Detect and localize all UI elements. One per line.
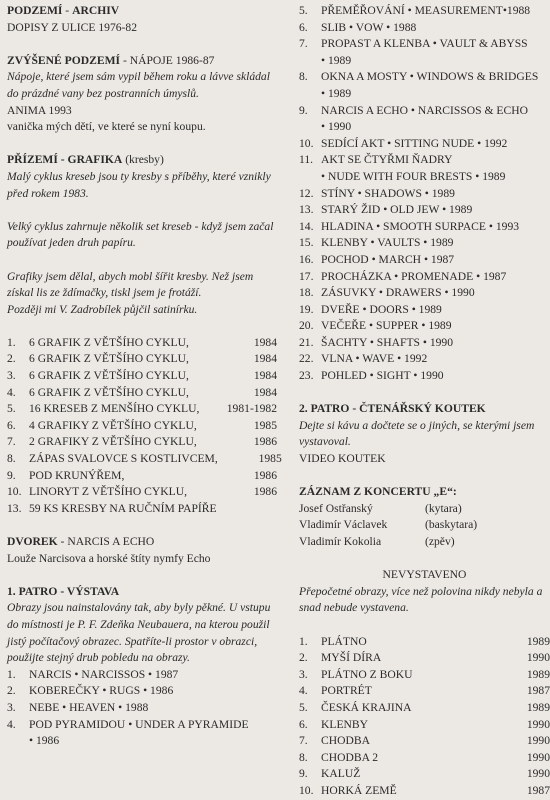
item-title: HLADINA • SMOOTH SURPACE • 1993 — [321, 219, 520, 233]
item-number: 3. — [7, 369, 16, 383]
zvysene-title2: NÁPOJE 1986-87 — [129, 53, 215, 67]
list-item — [299, 667, 550, 684]
item-number: 2. — [7, 684, 16, 698]
obrazy-list — [299, 634, 550, 800]
item-year: 1990 — [526, 767, 550, 781]
prizemi-heading — [7, 152, 277, 169]
item-title: KOBEREČKY • RUGS • 1986 — [29, 684, 174, 698]
grafiky-list — [7, 335, 282, 518]
item-title: VEČEŘE • SUPPER • 1989 — [321, 319, 452, 333]
list-item — [299, 368, 550, 385]
dvorek-heading — [7, 534, 277, 551]
item-year: 1989 — [526, 634, 550, 648]
prizemi-desc-1: Malý cyklus kreseb jsou ty kresby s příběhy, které vznikly před rokem 1983. — [7, 169, 271, 200]
item-number: 10. — [299, 136, 314, 150]
item-title: KALUŽ — [321, 767, 361, 781]
item-number: 1. — [299, 634, 308, 648]
list-item — [299, 318, 550, 335]
item-year: 1985 — [258, 452, 282, 466]
item-continuation: • 1989 — [321, 86, 352, 100]
item-year: 1989 — [526, 667, 550, 681]
list-item — [299, 700, 550, 717]
item-number: 7. — [7, 435, 16, 449]
item-year: 1986 — [253, 485, 277, 499]
item-year: 1989 — [526, 700, 550, 714]
prizemi-title: PŘÍZEMÍ - GRAFIKA — [7, 153, 123, 167]
item-title: ŠACHTY • SHAFTS • 1990 — [321, 335, 454, 349]
item-title: OKNA A MOSTY • WINDOWS & BRIDGES — [321, 70, 539, 84]
item-continuation: • 1990 — [321, 120, 352, 134]
item-year: 1981-1982 — [226, 402, 277, 416]
item-number: 3. — [299, 667, 308, 681]
item-year: 1984 — [253, 369, 277, 383]
list-item — [299, 302, 550, 319]
patro1-heading: 1. PATRO - VÝSTAVA — [7, 584, 120, 598]
item-title: POD KRUNÝŘEM, — [29, 468, 125, 482]
dvorek-title2: NARCIS A ECHO — [67, 535, 155, 548]
archiv-heading — [7, 3, 277, 20]
item-title: PORTRÉT — [321, 684, 372, 698]
list-item — [7, 418, 277, 435]
item-title: KLENBY • VAULTS • 1989 — [321, 236, 454, 250]
list-item — [7, 683, 277, 700]
item-number: 9. — [299, 103, 308, 117]
koncert-heading: ZÁZNAM Z KONCERTU „E“: — [299, 485, 457, 499]
item-number: 1. — [7, 667, 16, 681]
item-year: 1990 — [526, 651, 550, 665]
list-item — [299, 285, 550, 302]
performer-role: (kytara) — [425, 501, 462, 515]
list-item — [299, 36, 550, 53]
performer-role: (baskytara) — [425, 518, 478, 532]
item-number: 6. — [299, 717, 308, 731]
item-number: 17. — [299, 269, 314, 283]
item-title: VLNA • WAVE • 1992 — [321, 352, 428, 366]
credit-row — [299, 517, 550, 534]
item-title: 6 GRAFIK Z VĚTŠÍHO CYKLU, — [29, 335, 189, 349]
item-number: 5. — [299, 700, 308, 714]
item-title: HORKÁ ZEMĚ — [321, 783, 397, 797]
item-number: 9. — [7, 468, 16, 482]
item-year: 1990 — [526, 717, 550, 731]
patro1-description: Obrazy jsou nainstalovány tak, aby byly pěkné. U vstupu do místnosti je P. F. Zdeňka Neubauera, na kterou použil jistý počítačový obrazec. Spatříte-li prostor v obrazci, použijte stejný drub pobledu na obrazy. — [7, 601, 271, 665]
item-number: 8. — [299, 750, 308, 764]
item-number: 3. — [7, 700, 16, 714]
list-item — [299, 650, 550, 667]
item-title: PLÁTNO Z BOKU — [321, 667, 413, 681]
item-title: CHODBA 2 — [321, 750, 379, 764]
list-item — [7, 385, 277, 402]
archiv-sep: - — [62, 4, 73, 17]
list-item — [299, 20, 550, 37]
item-number: 5. — [299, 4, 308, 17]
credit-row — [299, 534, 550, 551]
item-number: 2. — [7, 352, 16, 366]
prizemi-desc-4: Později mi V. Zadrobílek půjčil satinírku. — [7, 302, 198, 316]
item-title: PROCHÁZKA • PROMENADE • 1987 — [321, 269, 507, 283]
nevystaveno-description: Přepočetné obrazy, více než polovina nikdy nebyla a snad nebude vystavena. — [299, 584, 543, 615]
item-number: 7. — [299, 37, 308, 51]
item-continuation: • 1986 — [29, 734, 60, 748]
list-item — [299, 750, 550, 767]
item-continuation: • 1989 — [321, 53, 352, 67]
item-number: 9. — [299, 767, 308, 781]
list-item — [299, 219, 550, 236]
item-number: 7. — [299, 734, 308, 748]
list-item — [299, 186, 550, 203]
item-title: MYŠÍ DÍRA — [321, 651, 382, 665]
right-column — [299, 3, 550, 800]
list-item — [7, 667, 277, 684]
item-title: NARCIS • NARCISSOS • 1987 — [29, 667, 179, 681]
item-number: 20. — [299, 319, 314, 333]
prizemi-desc-3: Grafiky jsem dělal, abych mobl šířit kresby. Než jsem získal lis ze ždímačky, tiskl jsem je frotáží. — [7, 269, 254, 300]
item-number: 13. — [7, 501, 22, 515]
list-item — [299, 717, 550, 734]
left-column — [7, 3, 282, 750]
performer-name: Vladimír Kokolia — [299, 535, 382, 548]
prizemi-desc-2: Velký cyklus zahrnuje několik set kreseb - když jsem začal používat jeden druh papíru. — [7, 219, 274, 250]
item-title: POHLED • SIGHT • 1990 — [321, 369, 444, 383]
item-title: ZÁSUVKY • DRAWERS • 1990 — [321, 286, 475, 300]
item-number: 6. — [299, 20, 308, 34]
list-item — [299, 252, 550, 269]
item-title: DVEŘE • DOORS • 1989 — [321, 302, 442, 316]
item-number: 14. — [299, 219, 314, 233]
credit-row — [299, 501, 550, 518]
item-title: STÍNY • SHADOWS • 1989 — [321, 186, 455, 200]
performer-name: Josef Ostřanský — [299, 501, 373, 515]
nevystaveno-heading: NEVYSTAVENO — [382, 568, 467, 582]
performer-role: (zpěv) — [425, 535, 455, 548]
item-number: 5. — [7, 402, 16, 416]
list-item — [7, 368, 277, 385]
item-year: 1990 — [526, 750, 550, 764]
vystava-list-1 — [7, 667, 277, 750]
video-koutek: VIDEO KOUTEK — [299, 452, 386, 466]
item-year: 1990 — [526, 734, 550, 748]
item-number: 11. — [299, 153, 314, 167]
list-item — [7, 468, 277, 485]
zvysene-description: Nápoje, které jsem sám vypil během roku a lávve skládal do prázdné vany bez postranních úmyslů. — [7, 70, 270, 100]
list-item — [299, 3, 550, 20]
item-title: POD PYRAMIDOU • UNDER A PYRAMIDE — [29, 717, 249, 731]
list-item — [299, 202, 550, 219]
list-item — [299, 733, 550, 750]
performer-name: Vladimír Václavek — [299, 518, 388, 532]
list-item — [7, 434, 277, 451]
archiv-title2: ARCHIV — [72, 4, 120, 17]
zvysene-heading — [7, 53, 277, 70]
list-item — [299, 235, 550, 252]
item-title: 6 GRAFIK Z VĚTŠÍHO CYKLU, — [29, 369, 189, 383]
item-year: 1984 — [253, 335, 277, 349]
dvorek-line: Louže Narcisova a horské štíty nymfy Echo — [7, 551, 211, 565]
item-title: 6 GRAFIK Z VĚTŠÍHO CYKLU, — [29, 385, 189, 399]
list-item — [299, 152, 550, 169]
item-title: ZÁPAS SVALOVCE S KOSTLIVCEM, — [29, 452, 218, 466]
item-title: CHODBA — [321, 734, 370, 748]
item-title: PŘEMĚŘOVÁNÍ • MEASUREMENT•1988 — [321, 4, 531, 17]
list-item — [7, 401, 277, 418]
item-year: 1986 — [253, 468, 277, 482]
list-item — [299, 634, 550, 651]
item-title: ČESKÁ KRAJINA — [321, 700, 412, 714]
item-number: 6. — [7, 418, 16, 432]
item-number: 23. — [299, 369, 314, 383]
item-title: POCHOD • MARCH • 1987 — [321, 252, 455, 266]
dvorek-title: DVOREK — [7, 535, 58, 548]
item-title: 6 GRAFIK Z VĚTŠÍHO CYKLU, — [29, 352, 189, 366]
list-item — [7, 717, 277, 734]
archiv-line: DOPISY Z ULICE 1976-82 — [7, 20, 137, 34]
item-year — [217, 501, 281, 518]
item-title: PROPAST A KLENBA • VAULT & ABYSS — [321, 37, 528, 51]
dvorek-sep: - — [57, 535, 68, 548]
patro2-description: Dejte si kávu a dočtete se o jiných, se kterými jsem vystavoval. — [299, 418, 535, 449]
item-title: LINORYT Z VĚTŠÍHO CYKLU, — [29, 485, 188, 499]
list-item — [299, 69, 550, 86]
item-number: 18. — [299, 286, 314, 300]
list-item — [7, 335, 277, 352]
list-item — [7, 700, 277, 717]
item-number: 12. — [299, 186, 314, 200]
item-number: 8. — [299, 70, 308, 84]
item-year: 1986 — [253, 435, 277, 449]
vystava-list-2 — [299, 3, 550, 385]
item-number: 22. — [299, 352, 314, 366]
prizemi-sub: (kresby) — [122, 153, 164, 167]
item-title: SEDÍCÍ AKT • SITTING NUDE • 1992 — [321, 136, 508, 150]
zvysene-title: ZVÝŠENÉ PODZEMÍ — [7, 53, 121, 67]
list-item — [299, 335, 550, 352]
item-number: 10. — [299, 783, 314, 797]
item-continuation: • NUDE WITH FOUR BRESTS • 1989 — [321, 169, 506, 183]
list-item — [7, 484, 277, 501]
item-title: 16 KRESEB Z MENŠÍHO CYKLU, — [29, 402, 200, 416]
list-item — [299, 683, 550, 700]
archiv-title: PODZEMÍ — [7, 4, 63, 17]
item-title: 2 GRAFIKY Z VĚTŠÍHO CYKLU, — [29, 435, 197, 449]
list-item — [7, 351, 277, 368]
item-number: 15. — [299, 236, 314, 250]
item-number: 4. — [7, 717, 16, 731]
item-year: 1987 — [526, 783, 550, 797]
list-item — [299, 269, 550, 286]
item-number: 1. — [7, 335, 16, 349]
item-number: 19. — [299, 302, 314, 316]
item-title: NARCIS A ECHO • NARCISSOS & ECHO — [321, 103, 528, 117]
item-number: 21. — [299, 335, 314, 349]
item-number: 8. — [7, 452, 16, 466]
item-title: KLENBY — [321, 717, 369, 731]
item-title: SLIB • VOW • 1988 — [321, 20, 417, 34]
item-title: AKT SE ČTYŘMI ŇADRY — [321, 153, 453, 167]
item-year: 1984 — [253, 385, 277, 399]
patro2-heading: 2. PATRO - ČTENÁŘSKÝ KOUTEK — [299, 402, 486, 416]
item-number: 16. — [299, 252, 314, 266]
item-title: 4 GRAFIKY Z VĚTŠÍHO CYKLU, — [29, 418, 197, 432]
item-number: 4. — [7, 385, 16, 399]
list-item — [299, 103, 550, 120]
item-title: NEBE • HEAVEN • 1988 — [29, 700, 149, 714]
list-item — [7, 451, 282, 468]
list-item — [299, 783, 550, 800]
item-number: 10. — [7, 485, 22, 499]
list-item — [299, 766, 550, 783]
item-number: 4. — [299, 684, 308, 698]
item-year: 1985 — [253, 418, 277, 432]
zvysene-sep: - — [120, 53, 130, 67]
anima-line: ANIMA 1993 — [7, 103, 72, 117]
item-number: 13. — [299, 203, 314, 217]
list-item — [299, 351, 550, 368]
item-title: 59 KS KRESBY NA RUČNÍM PAPÍŘE — [29, 501, 217, 515]
item-year: 1984 — [253, 352, 277, 366]
anima-description: vanička mých dětí, ve které se nyní koupu. — [7, 120, 206, 134]
item-number: 2. — [299, 651, 308, 665]
list-item — [7, 501, 277, 518]
item-title: STARÝ ŽID • OLD JEW • 1989 — [321, 203, 473, 217]
list-item — [299, 136, 550, 153]
item-year: 1987 — [526, 684, 550, 698]
item-title: PLÁTNO — [321, 634, 367, 648]
